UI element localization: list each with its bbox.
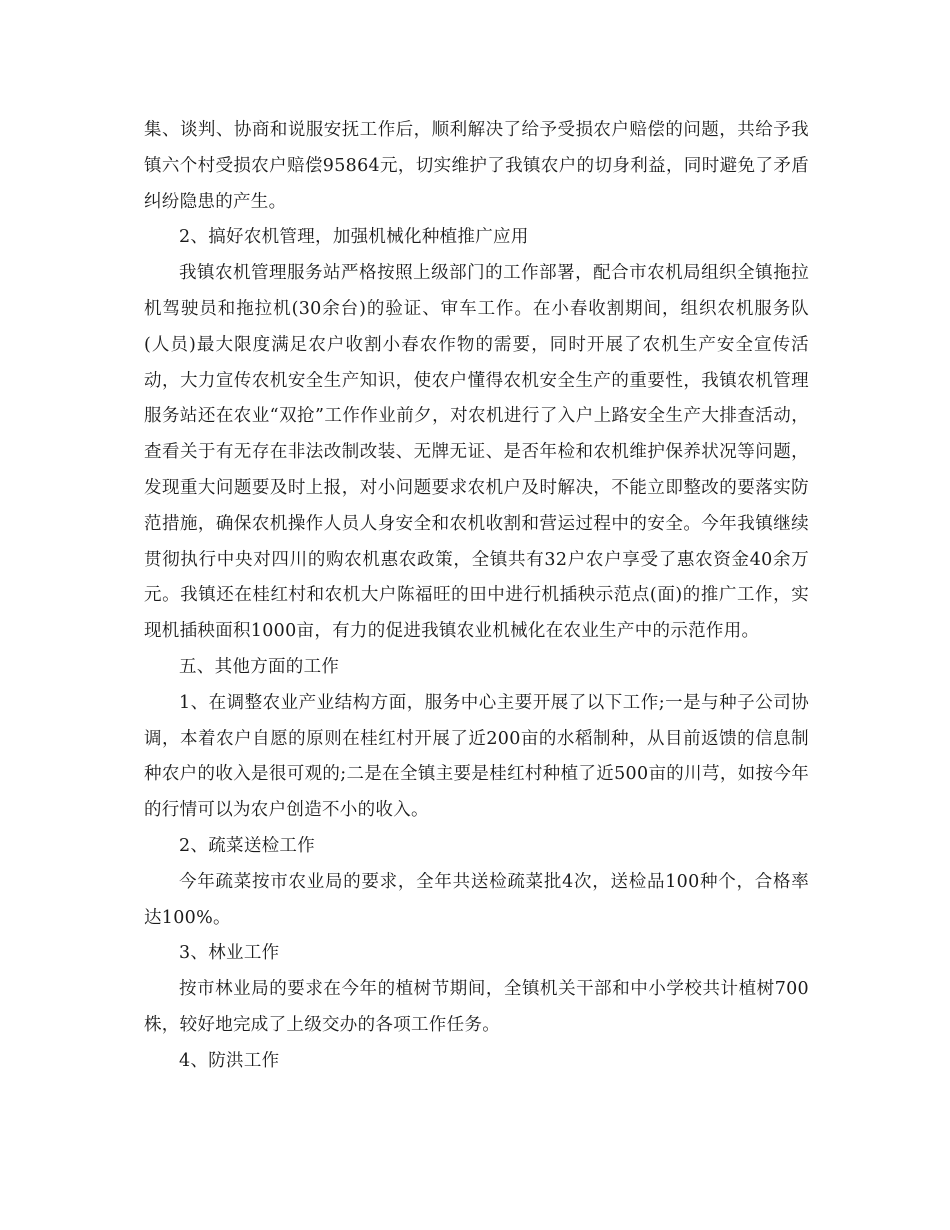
document-body	[144, 113, 809, 1080]
paragraph-forestry: 按市林业局的要求在今年的植树节期间，全镇机关干部和中小学校共计植树700株，较好地完成了上级交办的各项工作任务。	[144, 979, 809, 1035]
heading-other-work: 五、其他方面的工作	[179, 656, 340, 677]
heading-flood-control: 4、防洪工作	[179, 1050, 280, 1071]
paragraph-industry-structure: 1、在调整农业产业结构方面，服务中心主要开展了以下工作;一是与种子公司协调，本着农户自愿的原则在桂红村开展了近200亩的水稻制种，从目前返馈的信息制种农户的收入是很可观的;二是在全镇主要是桂红村种植了近500亩的川芎，如按今年的行情可以为农户创造不小的收入。	[144, 692, 809, 821]
paragraph-vegetable-inspection: 今年疏菜按市农业局的要求，全年共送检疏菜批4次，送检品100种个，合格率达100%。	[144, 871, 809, 928]
paragraph-1: 集、谈判、协商和说服安抚工作后，顺利解决了给予受损农户赔偿的问题，共给予我镇六个村受损农户赔偿95864元，切实维护了我镇农户的切身利益，同时避免了矛盾纠纷隐患的产生。	[144, 120, 809, 212]
heading-vegetable-inspection: 2、疏菜送检工作	[179, 835, 316, 856]
heading-forestry: 3、林业工作	[179, 943, 280, 964]
heading-farm-machinery: 2、搞好农机管理，加强机械化种植推广应用	[179, 227, 529, 248]
paragraph-farm-machinery: 我镇农机管理服务站严格按照上级部门的工作部署，配合市农机局组织全镇拖拉机驾驶员和拖拉机(30余台)的验证、审车工作。在小春收割期间，组织农机服务队(人员)最大限度满足农户收割小春农作物的需要，同时开展了农机生产安全宣传活动，大力宣传农机安全生产知识，使农户懂得农机安全生产的重要性，我镇农机管理服务站还在农业“双抢”工作作业前夕，对农机进行了入户上路安全生产大排查活动，查看关于有无存在非法改制改装、无牌无证、是否年检和农机维护保养状况等问题，发现重大问题要及时上报，对小问题要求农机户及时解决，不能立即整改的要落实防范措施，确保农机操作人员人身安全和农机收割和营运过程中的安全。今年我镇继续贯彻执行中央对四川的购农机惠农政策，全镇共有32户农户享受了惠农资金40余万元。我镇还在桂红村和农机大户陈福旺的田中进行机插秧示范点(面)的推广工作，实现机插秧面积1000亩，有力的促进我镇农业机械化在农业生产中的示范作用。	[144, 263, 809, 642]
